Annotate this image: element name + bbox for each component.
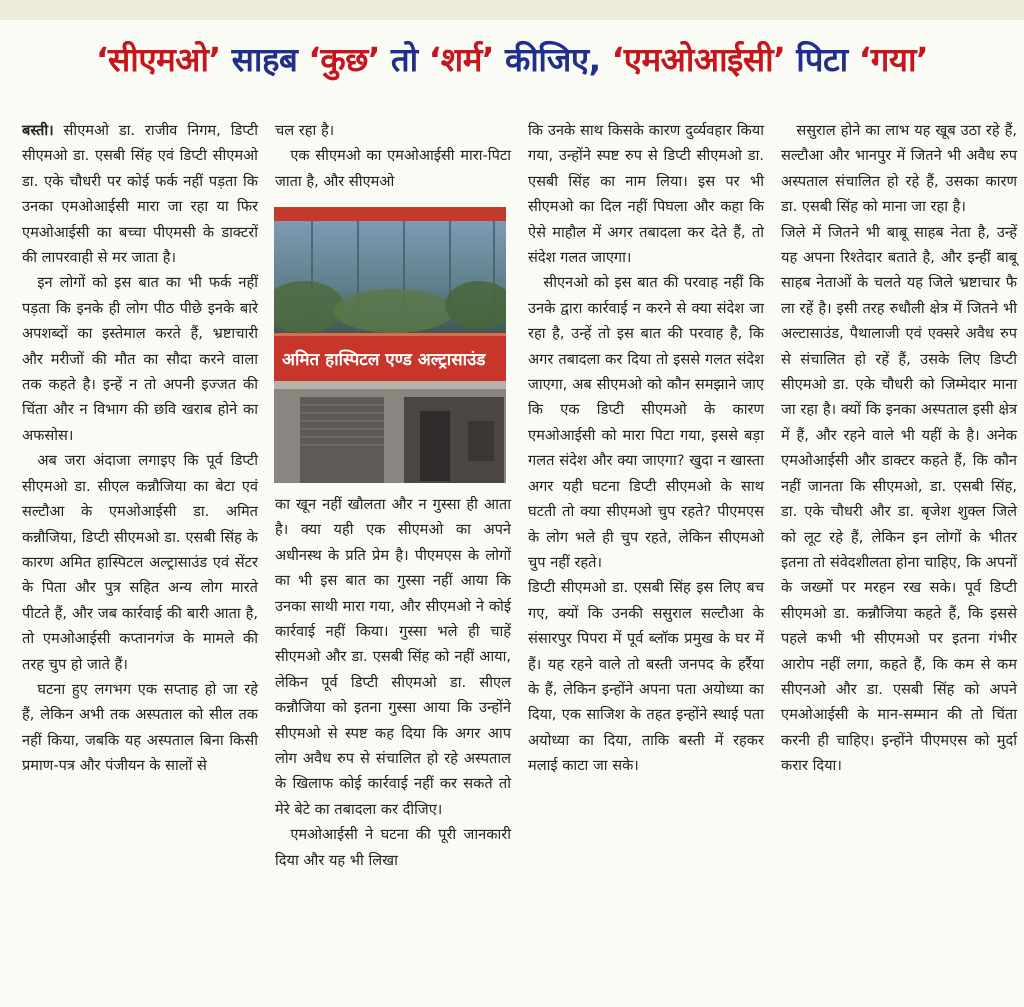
paragraph-text: चल रहा है। (275, 122, 335, 139)
article-paragraph (22, 270, 258, 448)
paragraph-text: घटना हुए लगभग एक सप्ताह हो जा रहे हैं, लेकिन अभी तक अस्पताल को सील तक नहीं किया, जबकि यह अस्पताल बिना किसी प्रमाण-पत्र और पंजीयन के सालों से (22, 680, 258, 775)
paragraph-text: ससुराल होने का लाभ यह खूब उठा रहे हैं, सल्टौआ और भानपुर में जितने भी अवैध रुप अस्पताल संचालित हो रहे हैं, उसका कारण डा. एसबी सिंह को माना जा रहा है। (781, 122, 1017, 216)
previous-article-strip (0, 0, 1024, 20)
article-column-3 (528, 118, 764, 779)
article-paragraph (528, 118, 764, 270)
headline-segment: ‘सीएमओ’ (95, 40, 221, 79)
paragraph-text: अब जरा अंदाजा लगाइए कि पूर्व डिप्टी सीएमओ डा. सीएल कन्नौजिया का बेटा एवं सल्टौआ के एमओआईसी डा. अमित कन्नौजिया, डिप्टी सीएमओ डा. एसबी सिंह के कारण अमित हास्पिटल अल्ट्रासाउंड एवं सेंटर के पिता और पुत्र सहित अन्य लोग मारते पीटते हैं, और जब कार्रवाई की बारी आता है, तो एमओआईसी कप्तानगंज के मामले की तरह चुप हो जाते हैं। (22, 452, 258, 673)
hospital-building-image (274, 207, 506, 483)
article-paragraph (275, 118, 511, 143)
headline-segment: ‘कुछ’ (308, 40, 380, 79)
paragraph-text: सीएनओ को इस बात की परवाह नहीं कि उनके द्वारा कार्रवाई न करने से क्या संदेश जा रहा है, उन्हें तो इस बात की परवाह है, कि अगर तबादला कर दिया तो इससे गलत संदेश जाएगा, अब सीएमओ को कौन समझाने जाए कि एक डिप्टी सीएमओ के कारण एमओआईसी को मारा पिटा गया, इससे बड़ा गलत संदेश और क्या जाएगा? खुदा न खास्ता अगर यही घटना डिप्टी सीएमओ के साथ घटती तो क्या सीएमओ चुप रहते? पीएमएस के लोग भले ही चुप रहते, लेकिन सीएमओ चुप नहीं रहते। (528, 274, 764, 571)
article-paragraph (528, 270, 764, 575)
headline-segment: पिटा (785, 40, 859, 79)
paragraph-text: डिप्टी सीएमओ डा. एसबी सिंह इस लिए बच गए, क्यों कि उनकी ससुराल सल्टौआ के संसारपुर पिपरा में पूर्व ब्लॉक प्रमुख के घर में हैं। यह रहने वाले तो बस्ती जनपद के हर्रैया के हैं, लेकिन इन्होंने अपना पता अयोध्या का दिया, एक साजिश के तहत इन्होंने स्थाई पता अयोध्या का दिया, ताकि बस्ती में रहकर मलाई काटा जा सके। (528, 579, 764, 775)
paragraph-text: इन लोगों को इस बात का भी फर्क नहीं पड़ता कि इनके ही लोग पीठ पीछे इनके बारे अपशब्दों का इस्तेमाल करते हैं, भ्रष्टाचारी और मरीजों की मौत का सौदा करने वाला तक कहते है। इन्हें न तो अपनी इज्जत की चिंता और न विभाग की छवि खराब होने का अफसोस। (22, 274, 258, 444)
headline-segment: साहब (220, 40, 309, 79)
headline-segment: ‘शर्म’ (428, 40, 494, 79)
article-paragraph (22, 448, 258, 677)
paragraph-text: एमओआईसी ने घटना की पूरी जानकारी दिया और यह भी लिखा (275, 826, 511, 869)
article-column-4 (781, 118, 1017, 779)
paragraph-text: सीएमओ डा. राजीव निगम, डिप्टी सीएमओ डा. एसबी सिंह एवं डिप्टी सीएमओ डा. एके चौधरी पर कोई फर्क नहीं पड़ता कि उनका एमओआईसी मारा जा रहा या फिर एमओआईसी का बच्चा पीएमसी के डाक्टरों की लापरवाही से मर जाता है। (22, 122, 258, 267)
article-paragraph (275, 143, 511, 194)
headline-segment: ‘एमओआईसी’ (611, 40, 786, 79)
paragraph-text: एक सीएमओ का एमओआईसी मारा-पिटा जाता है, और सीएमओ (275, 147, 511, 190)
headline-segment: कीजिए, (493, 40, 612, 79)
article-paragraph (275, 822, 511, 873)
headline (0, 36, 1024, 81)
headline-segment: तो (379, 40, 429, 79)
hospital-sign-text: अमित हास्पिटल एण्ड अल्ट्रासाउंड (282, 350, 486, 370)
paragraph-text: कि उनके साथ किसके कारण दुर्व्यवहार किया गया, उन्होंने स्पष्ट रुप से डिप्टी सीएमओ डा. एसबी सिंह का नाम लिया। इस पर भी सीएमओ का दिल नहीं पिघला और कहा कि ऐसे माहौल में अगर तबादला कर देते हैं, तो संदेश गलत जाएगा। (528, 122, 764, 267)
article-paragraph (22, 118, 258, 270)
dateline: बस्ती। (22, 122, 54, 139)
headline-segment: ‘गया’ (858, 40, 929, 79)
article-column-1 (22, 118, 258, 779)
hospital-photo (274, 207, 506, 483)
article-paragraph (781, 220, 1017, 779)
article-column-2-bottom (275, 492, 511, 873)
paragraph-text: जिले में जितने भी बाबू साहब नेता है, उन्हें यह अपना रिश्तेदार बताते है, और इन्हीं बाबू साहब नेताओं के चलते यह जिले भ्रष्टाचार फै ला रहें है। इसी तरह रुधौली क्षेत्र में जितने भी अल्टासाउंड, पैथालाजी एवं एक्सरे अवैध रुप से संचालित हो रहें हैं, उसके लिए डिप्टी सीएमओ डा. एके चौधरी को जिम्मेदार माना जा रहा है। क्यों कि इनका अस्पताल इसी क्षेत्र में हैं, और रहने वाले भी यहीं के है। अनेक एमओआईसी और डाक्टर कहते हैं, कि कौन नहीं जानता कि सीएमओ, डा. एसबी सिंह, डा. एके चौधरी और डा. बृजेश शुक्ल जिले को लूट रहे हैं, लेकिन इन लोगों के भीतर इतना तो संवेदशीलता होना चाहिए, कि अपनों के जख्मों पर मरहन रख सके। पूर्व डिप्टी सीएमओ डा. कन्नौजिया कहते हैं, कि इससे पहले कभी भी सीएमओ पर इतना गंभीर आरोप नहीं लगा, कहते हैं, कि कम से कम सीएनओ और डा. एसबी सिंह को अपने एमओआईसी के मान-सम्मान की तो चिंता करनी ही चाहिए। इन्होंने पीएमएस को मुर्दा करार दिया। (781, 223, 1017, 775)
paragraph-text: का खून नहीं खौलता और न गुस्सा ही आता है। क्या यही एक सीएमओ का अपने अधीनस्थ के प्रति प्रेम है। पीएमएस के लोगों का भी इस बात का गुस्सा नहीं आया कि उनका साथी मारा गया, और सीएमओ ने कोई कार्रवाई नहीं किया। गुस्सा भले ही चाहें सीएमओ और डा. एसबी सिंह को नहीं आया, लेकिन पूर्व डिप्टी सीएमओ डा. सीएल कन्नौजिया को इतना गुस्सा आया कि उन्होंने सीएमओ से स्पष्ट कह दिया कि अगर आप लोग अवैध रुप से संचालित हो रहे अस्पताल के खिलाफ कोई कार्रवाई नहीं कर सकते तो मेरे बेटे का तबादला कर दीजिए। (275, 496, 511, 818)
article-paragraph (781, 118, 1017, 220)
article-column-2-top (275, 118, 511, 194)
article-paragraph (528, 575, 764, 778)
article-paragraph (22, 677, 258, 779)
article-paragraph (275, 492, 511, 822)
